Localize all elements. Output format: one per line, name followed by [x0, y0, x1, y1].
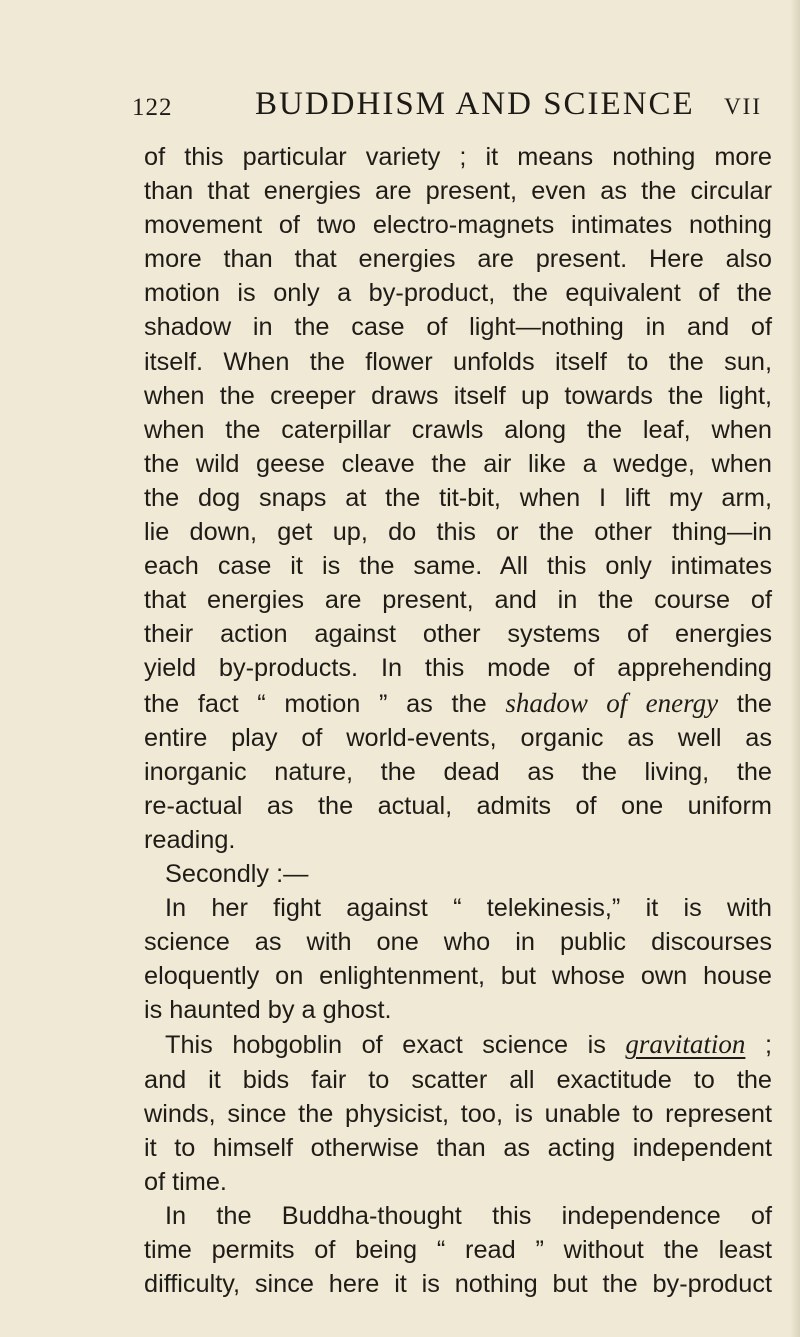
text-line: yield by-products. In this mode of apprehending: [144, 654, 772, 683]
text-segment: the: [718, 689, 772, 718]
text-line: lie down, get up, do this or the other thing—in: [144, 518, 772, 547]
text-line: difficulty, since here it is nothing but the by-product: [144, 1270, 772, 1299]
italic-word-gravitation: gravitation: [625, 1029, 746, 1060]
text-line: of this particular variety ; it means nothing more: [144, 143, 772, 171]
chapter-number: VII: [724, 94, 762, 119]
text-line: itself. When the flower unfolds itself to the sun,: [144, 347, 772, 376]
text-line: Secondly :—: [165, 859, 309, 888]
text-segment: This hobgoblin of exact science is: [165, 1031, 626, 1060]
text-line: their action against other systems of energies: [144, 620, 772, 649]
text-line: the wild geese cleave the air like a wedge, when: [144, 449, 772, 478]
body-text: [144, 140, 772, 1301]
text-line: eloquently on enlightenment, but whose own house: [144, 962, 772, 991]
text-segment: ;: [745, 1031, 772, 1060]
text-line: each case it is the same. All this only intimates: [144, 552, 772, 581]
text-line: time permits of being “ read ” without the least: [144, 1236, 772, 1264]
text-line-with-italic: [144, 686, 772, 721]
text-line: science as with one who in public discourses: [144, 928, 772, 957]
text-line: reading.: [144, 825, 236, 854]
text-line: is haunted by a ghost.: [144, 996, 392, 1025]
text-line: more than that energies are present. Here also: [144, 245, 772, 274]
text-line: shadow in the case of light—nothing in and of: [144, 313, 772, 342]
text-line: of time.: [144, 1167, 227, 1196]
text-line: and it bids fair to scatter all exactitude to the: [144, 1065, 772, 1094]
text-line: that energies are present, and in the course of: [144, 586, 772, 615]
page-number: 122: [132, 94, 173, 121]
text-line: inorganic nature, the dead as the living, the: [144, 757, 772, 786]
text-line: winds, since the physicist, too, is unable to represent: [144, 1099, 772, 1128]
italic-phrase-shadow-of-energy: shadow of energy: [505, 687, 719, 718]
text-line: re-actual as the actual, admits of one uniform: [144, 791, 772, 820]
text-line: In the Buddha-thought this independence of: [165, 1201, 772, 1230]
text-line: the dog snaps at the tit-bit, when I lift my arm,: [144, 483, 772, 512]
text-line: motion is only a by-product, the equivalent of the: [144, 279, 772, 308]
text-line: when the caterpillar crawls along the leaf, when: [144, 415, 772, 444]
text-line: it to himself otherwise than as acting independent: [144, 1133, 772, 1162]
text-line: movement of two electro-magnets intimates nothing: [144, 211, 772, 240]
text-line: when the creeper draws itself up towards the light,: [144, 381, 772, 410]
running-title: BUDDHISM AND SCIENCE: [255, 86, 695, 122]
text-line: than that energies are present, even as the circular: [144, 177, 772, 206]
text-segment: the fact “ motion ” as the: [144, 689, 506, 718]
text-line: entire play of world-events, organic as well as: [144, 723, 772, 752]
text-line-with-italic: [144, 1027, 772, 1062]
running-header: [132, 86, 762, 130]
text-line: In her fight against “ telekinesis,” it is with: [165, 894, 772, 923]
page-edge-shadow: [790, 0, 800, 1337]
